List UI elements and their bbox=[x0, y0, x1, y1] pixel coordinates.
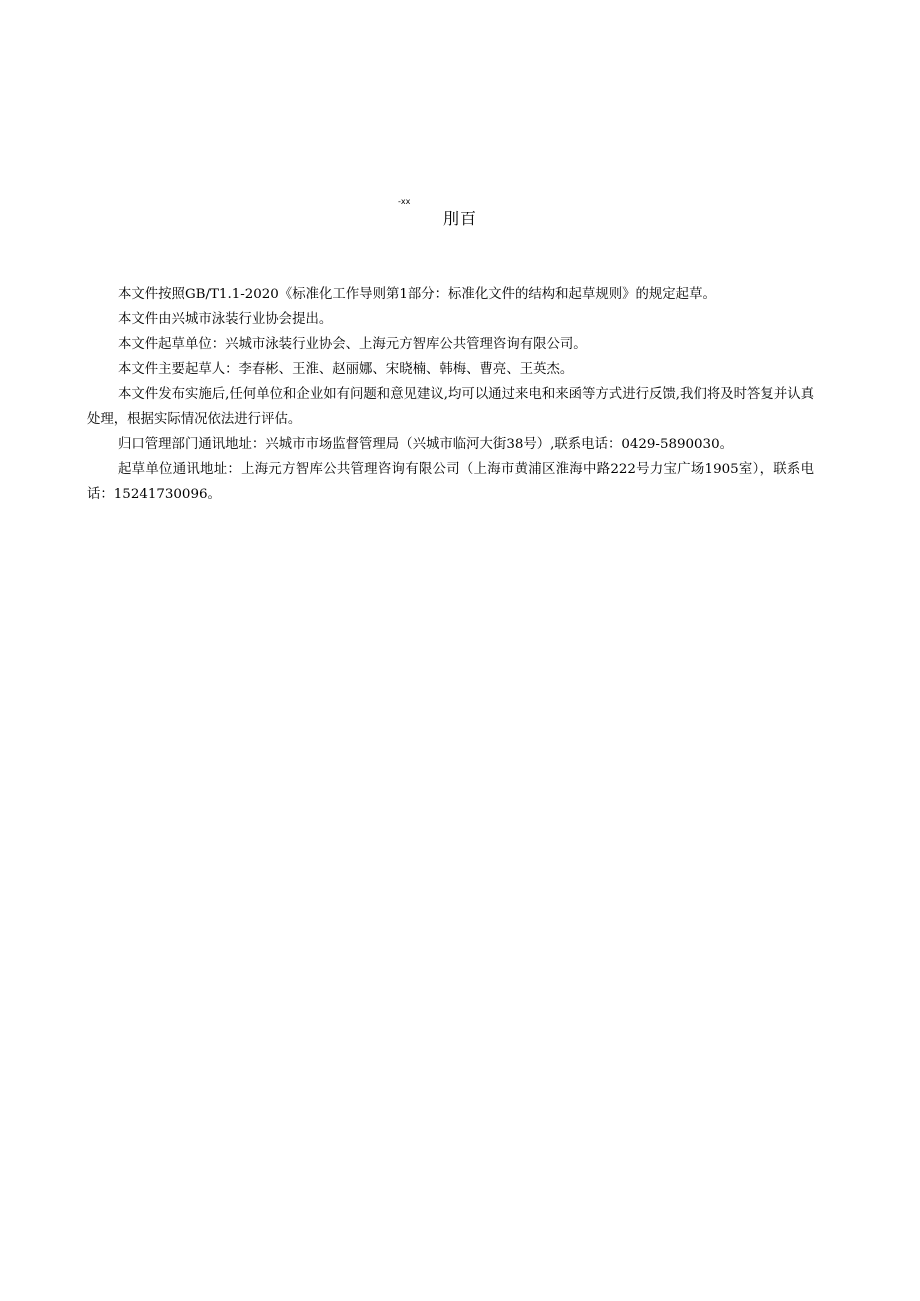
paragraph-drafter-address: 起草单位通讯地址：上海元方智库公共管理咨询有限公司（上海市黄浦区淮海中路222号力宝广场1905室），联系电话：15241730096。 bbox=[87, 462, 814, 502]
paragraph-management-address: 归口管理部门通讯地址：兴城市市场监督管理局（兴城市临河大街38号）,联系电话：0429-5890030。 bbox=[118, 437, 733, 452]
page-title: 刖百 bbox=[442, 209, 477, 228]
header-mark: -xx bbox=[398, 197, 411, 206]
paragraph-drafters: 本文件主要起草人：李春彬、王淮、赵丽娜、宋晓楠、韩梅、曹亮、王英杰。 bbox=[118, 362, 574, 377]
paragraph-proposer: 本文件由兴城市泳装行业协会提出。 bbox=[118, 312, 333, 327]
paragraph-drafting-units: 本文件起草单位：兴城市泳装行业协会、上海元方智库公共管理咨询有限公司。 bbox=[118, 337, 587, 352]
paragraph-standard-basis: 本文件按照GB/T1.1-2020《标准化工作导则第1部分：标准化文件的结构和起草规则》的规定起草。 bbox=[118, 287, 716, 302]
document-body bbox=[87, 282, 814, 507]
paragraph-feedback: 本文件发布实施后,任何单位和企业如有问题和意见建议,均可以通过来电和来函等方式进行反馈,我们将及时答复并认真处理，根据实际情况依法进行评估。 bbox=[87, 387, 814, 427]
